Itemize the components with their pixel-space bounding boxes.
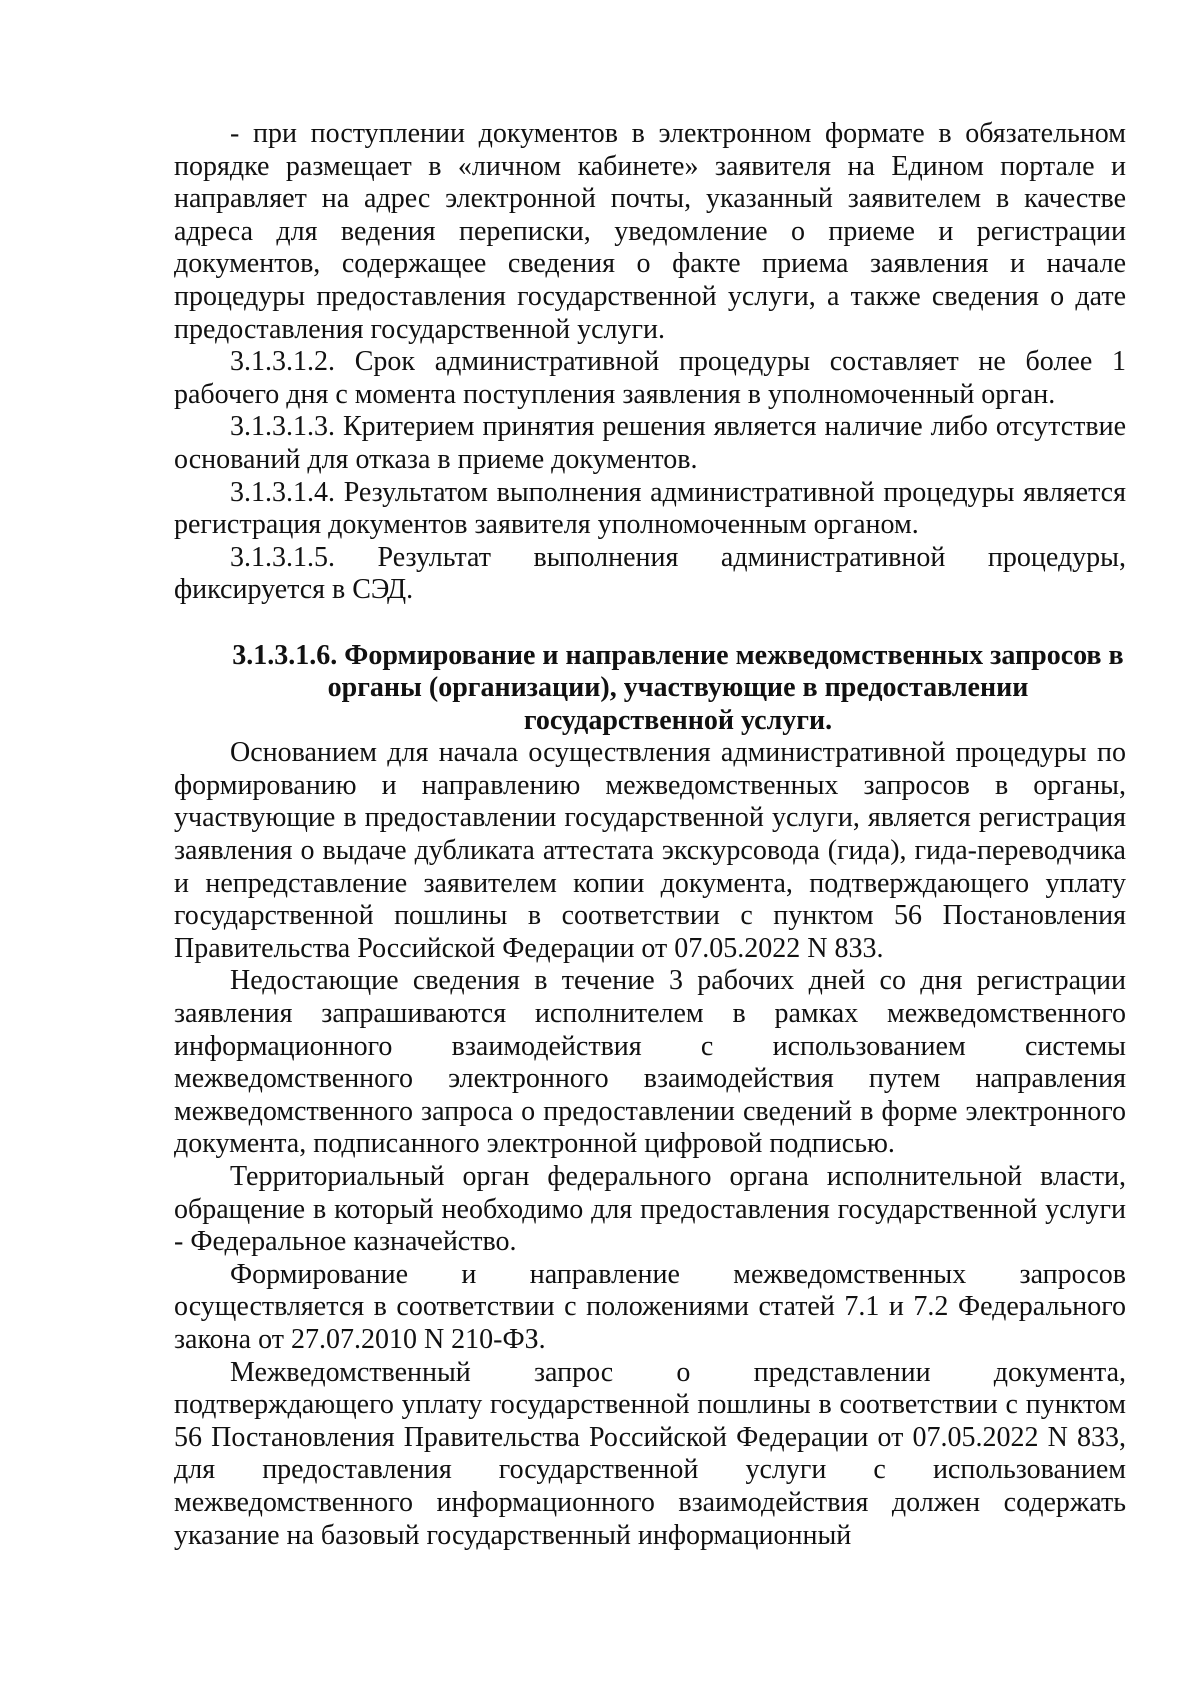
paragraph-3-1-3-1-3: 3.1.3.1.3. Критерием принятия решения является наличие либо отсутствие оснований для отказа в приеме документов.: [174, 411, 1126, 475]
document-body: [174, 118, 1126, 1552]
section-heading-3-1-3-1-6: 3.1.3.1.6. Формирование и направление межведомственных запросов в органы (организации), участвующие в предоставлении государственной услуги.: [232, 639, 1124, 736]
paragraph-interagency-request: Межведомственный запрос о представлении документа, подтверждающего уплату государственной пошлины в соответствии с пунктом 56 Постановления Правительства Российской Федерации от 07.05.2022 N 833, для предоставления государственной услуги с использованием межведомственного информационного взаимодействия должен содержать указание на базовый государственный информационный: [174, 1356, 1126, 1551]
paragraph-formation: Формирование и направление межведомственных запросов осуществляется в соответствии с положениями статей 7.1 и 7.2 Федерального закона от 27.07.2010 N 210-ФЗ.: [174, 1258, 1126, 1355]
paragraph-territorial-body: Территориальный орган федерального органа исполнительной власти, обращение в который необходимо для предоставления государственной услуги - Федеральное казначейство.: [174, 1161, 1126, 1258]
paragraph-3-1-3-1-4: 3.1.3.1.4. Результатом выполнения административной процедуры является регистрация документов заявителя уполномоченным органом.: [174, 476, 1126, 541]
paragraph-basis: Основанием для начала осуществления административной процедуры по формированию и направлению межведомственных запросов в органы, участвующие в предоставлении государственной услуги, является регистрация заявления о выдаче дубликата аттестата экскурсовода (гида), гида-переводчика и непредставление заявителем копии документа, подтверждающего уплату государственной пошлины в соответствии с пунктом 56 Постановления Правительства Российской Федерации от 07.05.2022 N 833.: [174, 737, 1126, 964]
paragraph-3-1-3-1-5: 3.1.3.1.5. Результат выполнения административной процедуры, фиксируется в СЭД.: [174, 541, 1126, 606]
paragraph-3-1-3-1-2: 3.1.3.1.2. Срок административной процедуры составляет не более 1 рабочего дня с момента поступления заявления в уполномоченный орган.: [174, 346, 1126, 410]
section-spacer: [174, 607, 1126, 640]
paragraph-missing-info: Недостающие сведения в течение 3 рабочих дней со дня регистрации заявления запрашиваются исполнителем в рамках межведомственного информационного взаимодействия с использованием системы межведомственного электронного взаимодействия путем направления межведомственного запроса о предоставлении сведений в форме электронного документа, подписанного электронной цифровой подписью.: [174, 965, 1126, 1160]
paragraph-receipt-electronic: - при поступлении документов в электронном формате в обязательном порядке размещает в «личном кабинете» заявителя на Едином портале и направляет на адрес электронной почты, указанный заявителем в качестве адреса для ведения переписки, уведомление о приеме и регистрации документов, содержащее сведения о факте приема заявления и начале процедуры предоставления государственной услуги, а также сведения о дате предоставления государственной услуги.: [174, 118, 1126, 345]
